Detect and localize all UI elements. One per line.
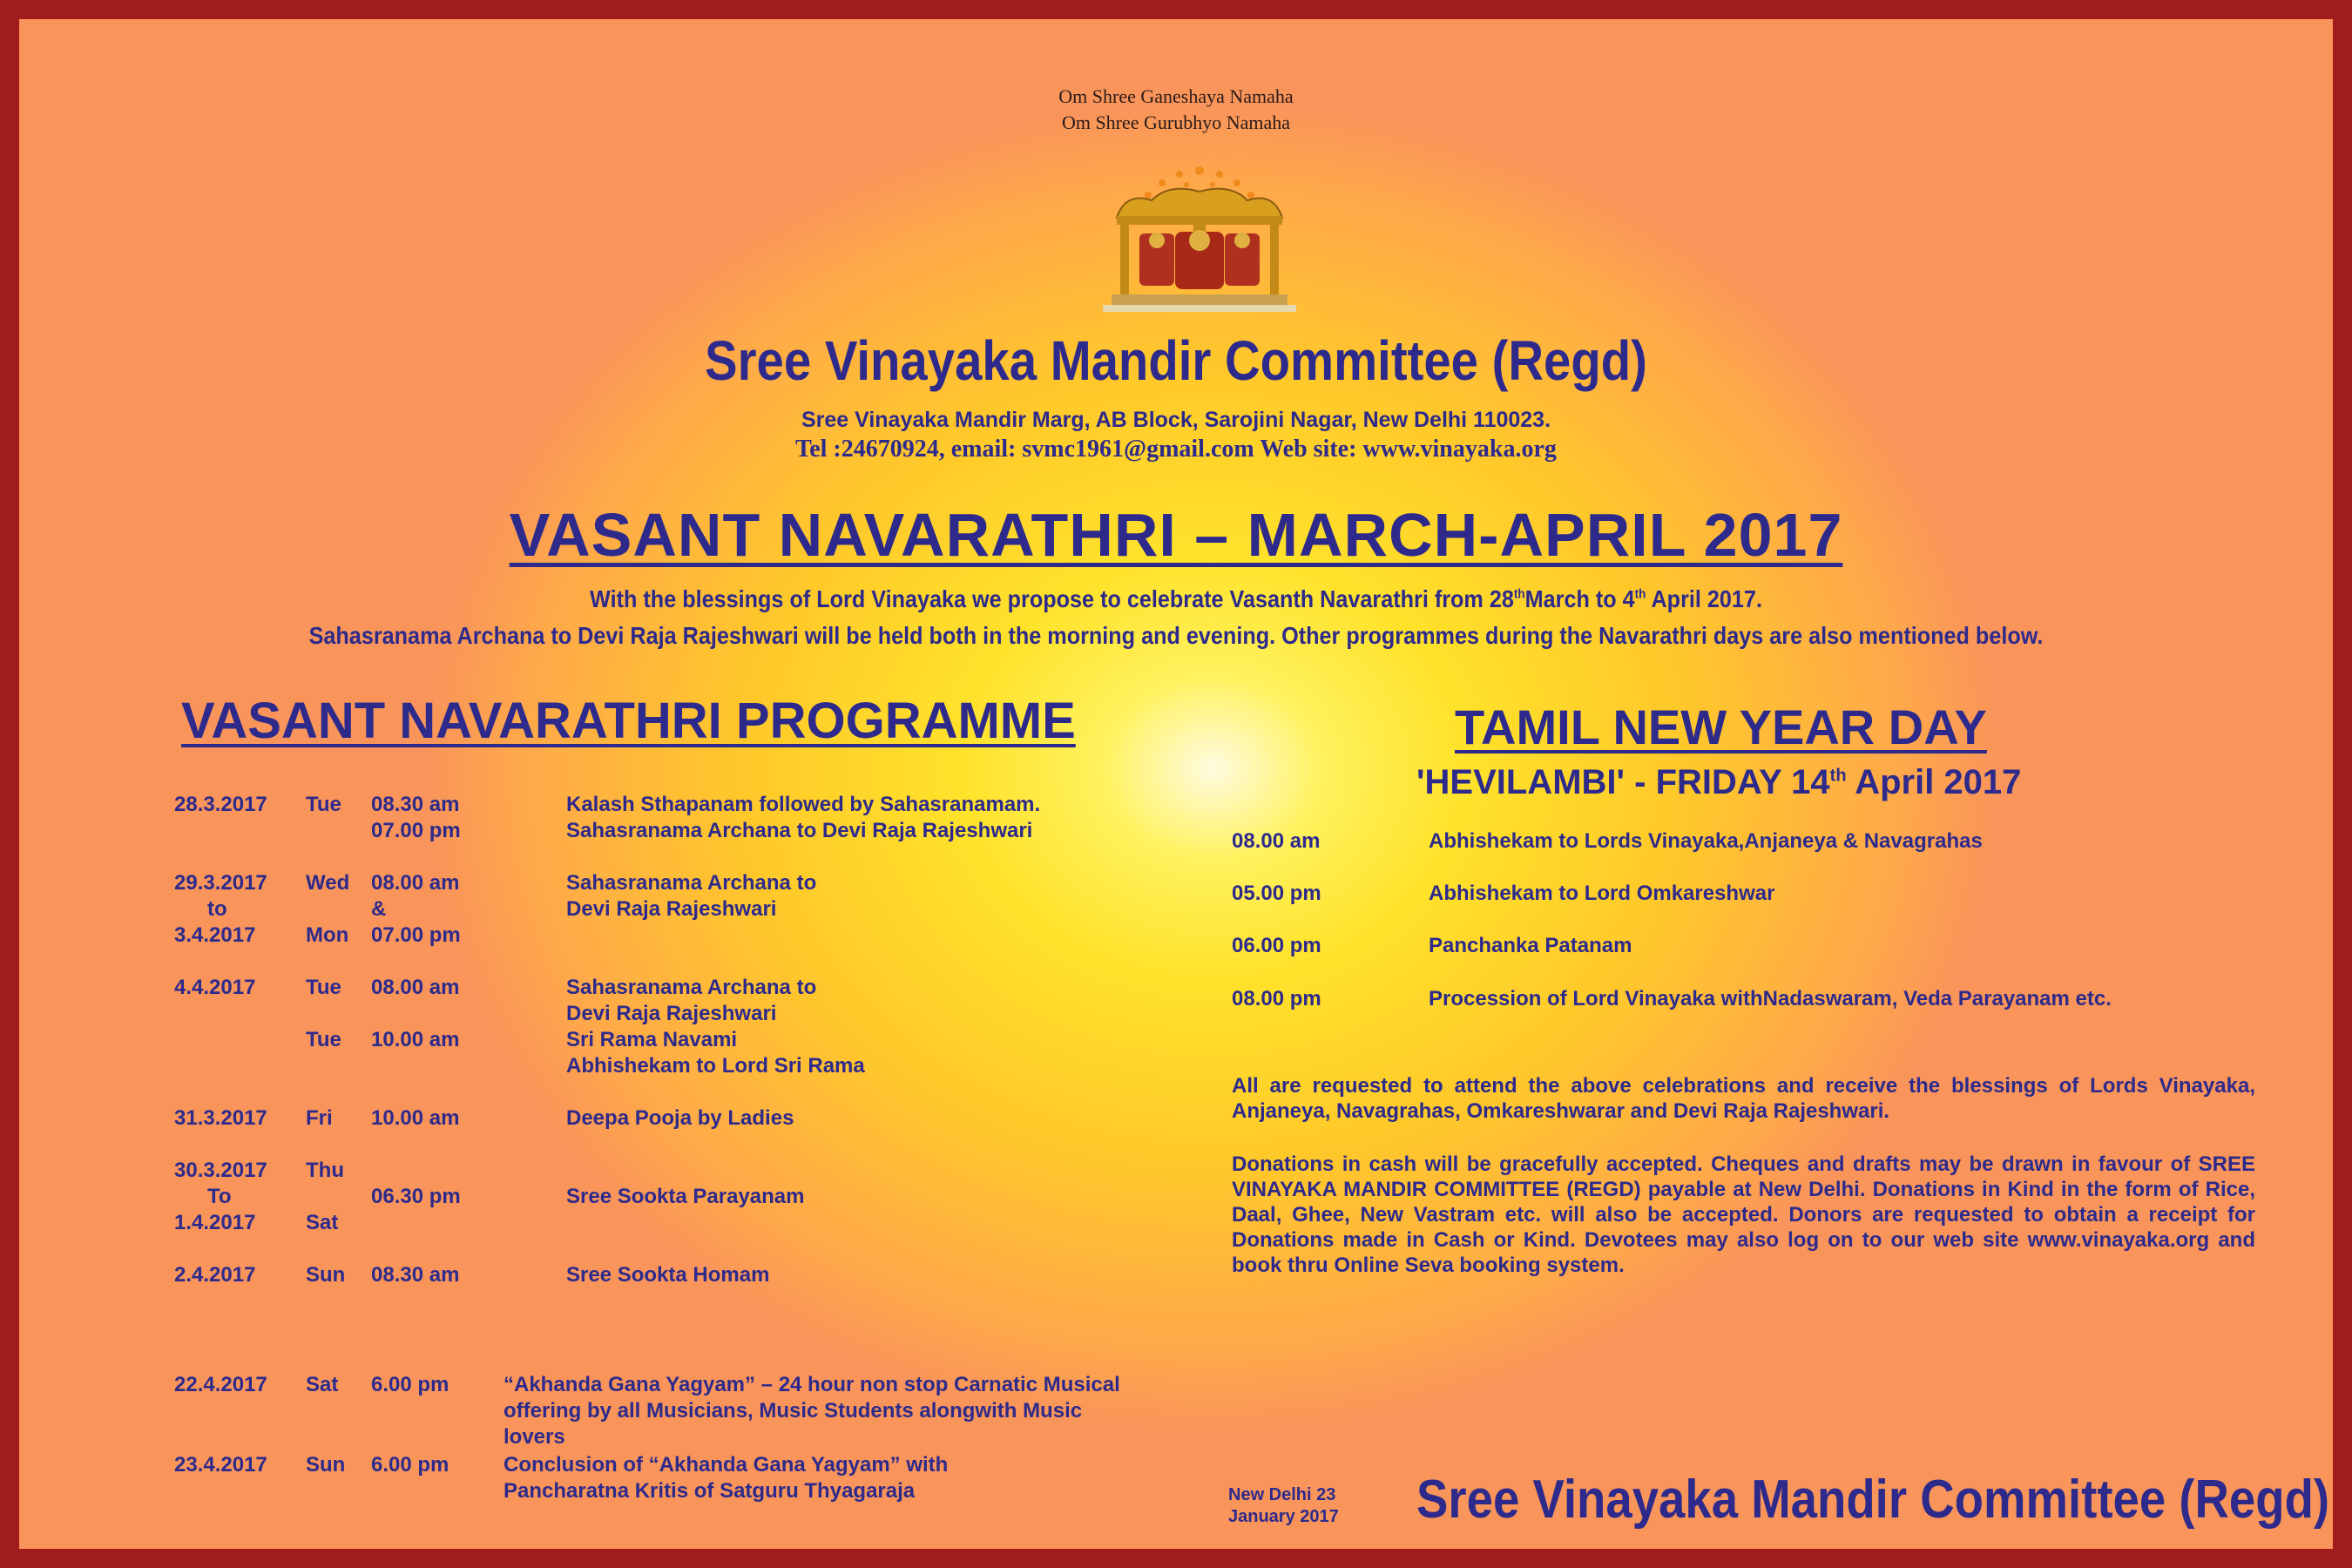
programme-time: 6.00 pm [371,1453,449,1477]
programme-day: Fri [306,1106,333,1130]
programme-day: Mon [306,923,349,947]
intro-text-c: April 2017. [1646,585,1762,612]
tamil-event: Abhishekam to Lords Vinayaka,Anjaneya & Navagrahas [1429,829,1983,853]
programme-date: to [207,897,227,921]
tamil-heading [1455,699,1987,755]
programme-time: 06.30 pm [371,1185,461,1208]
programme-event: Sahasranama Archana to Devi Raja Rajeshwari [566,819,1033,842]
programme-event: Sahasranama Archana to [566,976,817,999]
main-title [19,500,2333,570]
programme-heading-text: VASANT NAVARATHRI PROGRAMME [181,693,1076,749]
programme-day: Tue [306,976,341,999]
programme-day: Wed [306,871,350,895]
footer-org: Sree Vinayaka Mandir Committee (Regd) [1416,1470,2330,1530]
programme-event: lovers [504,1425,565,1449]
tamil-time: 05.00 pm [1232,882,1321,905]
programme-time: & [371,897,387,921]
intro-line-2: Sahasranama Archana to Devi Raja Rajeshwari will be held both in the morning and evening. Other programmes during the Navarathri days are also mentioned below. [308,622,2044,649]
programme-date: 29.3.2017 [174,871,267,895]
programme-event: Conclusion of “Akhanda Gana Yagyam” with [504,1453,949,1477]
programme-day: Sun [306,1263,346,1287]
programme-day: Sat [306,1211,339,1234]
attend-paragraph: All are requested to attend the above celebrations and receive the blessings of Lords Vinayaka, Anjaneya, Navagrahas, Omkareshwarar and Devi Raja Rajeshwari. [1232,1074,2255,1123]
tamil-time: 08.00 am [1232,829,1321,853]
programme-time: 10.00 am [371,1106,460,1130]
programme-day: Tue [306,793,341,816]
blessing-line-2: Om Shree Gurubhyo Namaha [1061,112,1291,133]
org-title: Sree Vinayaka Mandir Committee (Regd) [705,329,1647,392]
programme-time: 07.00 pm [371,923,461,947]
tamil-time: 06.00 pm [1232,934,1321,957]
programme-event: Pancharatna Kritis of Satguru Thyagaraja [504,1479,916,1503]
programme-date: 2.4.2017 [174,1263,256,1287]
programme-event: Deepa Pooja by Ladies [566,1106,794,1130]
programme-event: Sri Rama Navami [566,1028,738,1051]
programme-time: 08.00 am [371,976,460,999]
programme-date: 4.4.2017 [174,976,256,999]
tamil-time: 08.00 pm [1232,987,1321,1010]
programme-event: Devi Raja Rajeshwari [566,897,777,921]
programme-date: 3.4.2017 [174,923,256,947]
programme-time: 10.00 am [371,1028,460,1051]
programme-time: 07.00 pm [371,819,461,842]
programme-event: Devi Raja Rajeshwari [566,1002,777,1025]
intro-text-a: With the blessings of Lord Vinayaka we propose to celebrate Vasanth Navarathri from 28 [590,585,1514,612]
programme-event: Sahasranama Archana to [566,871,817,895]
programme-day: Sat [306,1373,339,1396]
programme-day: Thu [306,1159,344,1182]
blessing-line-1: Om Shree Ganeshaya Namaha [1058,85,1294,107]
programme-date: 30.3.2017 [174,1159,267,1182]
footer-place: New Delhi 23 [1228,1485,1336,1504]
programme-time: 6.00 pm [371,1373,449,1396]
address: Sree Vinayaka Mandir Marg, AB Block, Sarojini Nagar, New Delhi 110023. [801,408,1551,432]
programme-event: “Akhanda Gana Yagyam” – 24 hour non stop Carnatic Musical [504,1373,1120,1396]
programme-date: 31.3.2017 [174,1106,267,1130]
programme-event: Sree Sookta Homam [566,1263,770,1287]
tamil-sub-sup: th [1829,766,1847,786]
programme-time: 08.30 am [371,793,460,816]
programme-time: 08.30 am [371,1263,460,1287]
programme-event: Abhishekam to Lord Sri Rama [566,1054,865,1078]
tamil-heading-text: TAMIL NEW YEAR DAY [1455,700,1987,754]
main-title-text: VASANT NAVARATHRI – MARCH-APRIL 2017 [509,501,1843,569]
tamil-event: Procession of Lord Vinayaka withNadaswaram, Veda Parayanam etc. [1429,987,2112,1010]
tamil-event: Panchanka Patanam [1429,934,1632,957]
programme-day: Tue [306,1028,341,1051]
programme-heading [181,692,1076,750]
intro-sup-1: th [1513,586,1525,602]
programme-date: 28.3.2017 [174,793,267,816]
footer-date-block [1228,1484,1339,1528]
tamil-sub-a: 'HEVILAMBI' - FRIDAY 14 [1416,763,1830,801]
contact-info: Tel :24670924, email: svmc1961@gmail.com Web site: www.vinayaka.org [795,436,1557,463]
tamil-subheading [1416,763,2021,802]
intro-line-1 [135,585,2217,613]
footer-date: January 2017 [1228,1507,1339,1526]
programme-event: Sree Sookta Parayanam [566,1185,805,1208]
tamil-event: Abhishekam to Lord Omkareshwar [1429,882,1775,905]
programme-date: 23.4.2017 [174,1453,267,1477]
intro-text-b: March to 4 [1524,585,1635,612]
programme-event: Kalash Sthapanam followed by Sahasranamam. [566,793,1041,816]
programme-date: 22.4.2017 [174,1373,267,1396]
programme-date: To [207,1185,232,1208]
temple-deity-emblem [1099,166,1300,314]
programme-day: Sun [306,1453,346,1477]
programme-time: 08.00 am [371,871,460,895]
donation-paragraph: Donations in cash will be gracefully accepted. Cheques and drafts may be drawn in favour of SREE VINAYAKA MANDIR COMMITTEE (REGD) payable at New Delhi. Donations in Kind in the form of Rice, Daal, Ghee, New Vastram etc. will also be accepted. Donors are requested to obtain a receipt for Donations made in Cash or Kind. Devotees may also log on to our web site www.vinayaka.org and book thru Online Seva booking system. [1232,1152,2255,1277]
intro-sup-2: th [1634,586,1646,602]
programme-date: 1.4.2017 [174,1211,256,1234]
programme-event: offering by all Musicians, Music Students alongwith Music [504,1399,1083,1423]
tamil-sub-b: April 2017 [1846,763,2022,801]
